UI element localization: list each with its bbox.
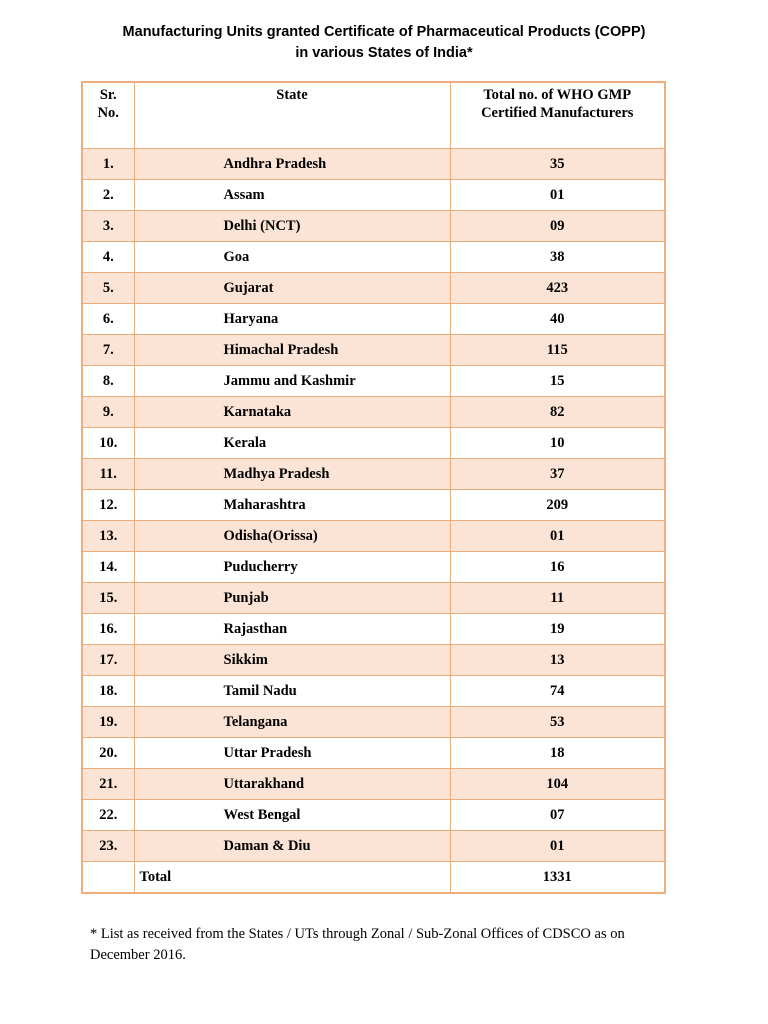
table-row [82,242,665,273]
table-row [82,738,665,769]
row-state-name: Uttar Pradesh [134,738,450,769]
title-line-1: Manufacturing Units granted Certificate of Pharmaceutical Products (COPP) [122,24,646,40]
table-row [82,769,665,800]
header-sr-no: Sr. No. [82,82,134,149]
row-manufacturer-count: 37 [450,459,665,490]
row-sr-no: 21. [82,769,134,800]
header-state: State [134,82,450,149]
table-row [82,800,665,831]
row-state-name: Karnataka [134,397,450,428]
row-sr-no: 20. [82,738,134,769]
table-row [82,831,665,862]
row-manufacturer-count: 53 [450,707,665,738]
total-value: 1331 [450,862,665,894]
header-total-manufacturers: Total no. of WHO GMP Certified Manufacturers [450,82,665,149]
table-body [82,149,665,862]
table-row [82,552,665,583]
table-row [82,707,665,738]
row-manufacturer-count: 07 [450,800,665,831]
table-row [82,459,665,490]
row-state-name: Delhi (NCT) [134,211,450,242]
row-manufacturer-count: 15 [450,366,665,397]
table-row [82,366,665,397]
total-label: Total [134,862,450,894]
table-row [82,614,665,645]
row-state-name: Puducherry [134,552,450,583]
row-state-name: Maharashtra [134,490,450,521]
row-sr-no: 8. [82,366,134,397]
row-sr-no: 17. [82,645,134,676]
row-manufacturer-count: 11 [450,583,665,614]
row-sr-no: 3. [82,211,134,242]
row-sr-no: 15. [82,583,134,614]
row-state-name: West Bengal [134,800,450,831]
row-sr-no: 9. [82,397,134,428]
title-line-2: in various States of India* [295,45,473,61]
row-manufacturer-count: 35 [450,149,665,180]
copp-table [81,81,666,894]
table-row [82,304,665,335]
table-row [82,428,665,459]
row-state-name: Tamil Nadu [134,676,450,707]
row-sr-no: 14. [82,552,134,583]
row-state-name: Jammu and Kashmir [134,366,450,397]
row-sr-no: 2. [82,180,134,211]
row-state-name: Haryana [134,304,450,335]
row-manufacturer-count: 01 [450,180,665,211]
row-sr-no: 11. [82,459,134,490]
row-manufacturer-count: 82 [450,397,665,428]
row-manufacturer-count: 19 [450,614,665,645]
row-manufacturer-count: 01 [450,521,665,552]
footnote-line-1: * List as received from the States / UTs through Zonal / Sub-Zonal Offices of CDSCO as on [90,926,625,942]
table-header-row [82,82,665,149]
row-manufacturer-count: 18 [450,738,665,769]
row-state-name: Odisha(Orissa) [134,521,450,552]
table-row [82,273,665,304]
row-sr-no: 12. [82,490,134,521]
row-sr-no: 4. [82,242,134,273]
footnote [90,924,690,966]
row-sr-no: 19. [82,707,134,738]
row-state-name: Himachal Pradesh [134,335,450,366]
row-sr-no: 18. [82,676,134,707]
row-manufacturer-count: 09 [450,211,665,242]
total-row [82,862,665,894]
row-manufacturer-count: 40 [450,304,665,335]
row-sr-no: 13. [82,521,134,552]
row-manufacturer-count: 209 [450,490,665,521]
row-state-name: Gujarat [134,273,450,304]
row-manufacturer-count: 01 [450,831,665,862]
row-sr-no: 7. [82,335,134,366]
row-manufacturer-count: 104 [450,769,665,800]
table-row [82,149,665,180]
table-row [82,521,665,552]
table-row [82,335,665,366]
table-row [82,645,665,676]
row-manufacturer-count: 74 [450,676,665,707]
row-manufacturer-count: 16 [450,552,665,583]
row-sr-no: 10. [82,428,134,459]
document-title [0,22,768,64]
row-state-name: Daman & Diu [134,831,450,862]
row-sr-no: 5. [82,273,134,304]
row-state-name: Telangana [134,707,450,738]
total-sr-cell [82,862,134,894]
row-manufacturer-count: 38 [450,242,665,273]
row-state-name: Madhya Pradesh [134,459,450,490]
footnote-line-2: December 2016. [90,947,186,963]
row-sr-no: 16. [82,614,134,645]
row-state-name: Uttarakhand [134,769,450,800]
row-manufacturer-count: 10 [450,428,665,459]
row-state-name: Sikkim [134,645,450,676]
row-sr-no: 1. [82,149,134,180]
table-row [82,180,665,211]
row-manufacturer-count: 13 [450,645,665,676]
row-state-name: Assam [134,180,450,211]
row-state-name: Kerala [134,428,450,459]
row-sr-no: 22. [82,800,134,831]
row-manufacturer-count: 115 [450,335,665,366]
row-sr-no: 23. [82,831,134,862]
row-state-name: Andhra Pradesh [134,149,450,180]
table-row [82,676,665,707]
table-row [82,490,665,521]
table-row [82,397,665,428]
table-row [82,583,665,614]
row-state-name: Punjab [134,583,450,614]
row-state-name: Rajasthan [134,614,450,645]
row-manufacturer-count: 423 [450,273,665,304]
row-state-name: Goa [134,242,450,273]
row-sr-no: 6. [82,304,134,335]
table-row [82,211,665,242]
